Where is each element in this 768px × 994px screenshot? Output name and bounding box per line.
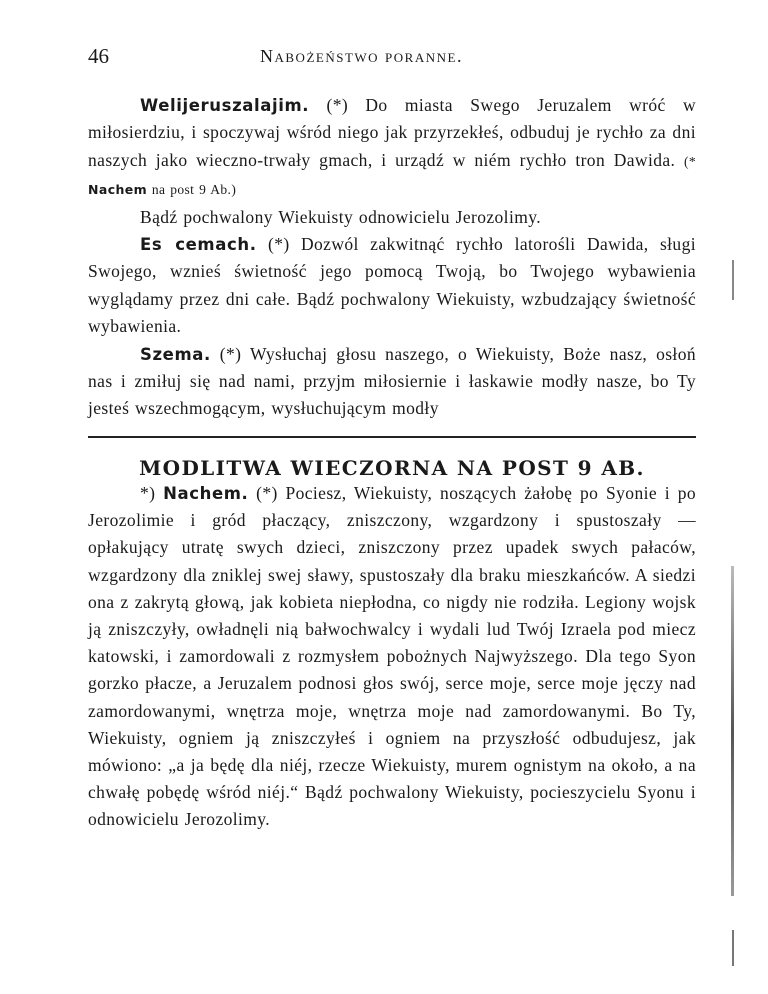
note-term: Nachem (88, 182, 148, 198)
prayer-term: Nachem. (163, 484, 249, 503)
prayer-text: (*) Wysłuchaj głosu naszego, o Wiekuisty, Boże nasz, osłoń nas i zmiłuj się nad nami, przyjm miłosiernie i łaskawie modły nasze, bo Ty jesteś wszechmogącym, wysłuchującym modły (88, 343, 696, 419)
evening-prayer-block (88, 480, 696, 834)
prayer-paragraph-blessing (88, 204, 696, 231)
note-prefix: (* (683, 153, 696, 169)
prayer-term: Szema. (140, 344, 211, 364)
page-edge-shadow (731, 566, 734, 896)
section-title: MODLITWA WIECZORNA NA POST 9 AB. (139, 456, 645, 480)
prayer-paragraph-nachem (88, 480, 696, 834)
prayer-text: (*) Do miasta Swego Jeruzalem wróć w miłosierdziu, i spoczywaj wśród niego jak przyrzekłeś, odbuduj je rychło za dni naszych jako wieczno-trwały gmach, i urządź w niém rychło tron Dawida. (88, 95, 696, 170)
footnote-marker: *) (140, 483, 164, 503)
page-edge-mark (732, 930, 734, 966)
page-header (88, 44, 696, 74)
section-divider (88, 436, 696, 438)
prayer-paragraph-szema (88, 341, 696, 423)
prayer-paragraph-es-cemach (88, 231, 696, 341)
page-number: 46 (88, 44, 109, 68)
prayer-term: Es cemach. (140, 235, 257, 255)
page-edge-mark (732, 260, 734, 300)
note-suffix: na post 9 Ab.) (147, 182, 237, 198)
prayer-term: Welijeruszalajim. (140, 96, 310, 115)
prayer-paragraph-welijeruszalajim (88, 92, 696, 204)
running-head: Nabożeństwo poranne. (260, 46, 463, 66)
prayer-text: Bądź pochwalony Wiekuisty odnowicielu Jerozolimy. (140, 206, 542, 227)
prayer-text: (*) Dozwól zakwitnąć rychło latorośli Dawida, sługi Swojego, wznieś świetność jego pomocą Twoją, bo Twojego wybawienia wyglądamy przez dni całe. Bądź pochwalony Wiekuisty, wzbudzający świetność wybawienia. (88, 234, 696, 337)
morning-prayers-block (88, 92, 696, 423)
prayer-text: (*) Pociesz, Wiekuisty, noszących żałobę po Syonie i po Jerozolimie i gród płaczący, zniszczony, wzgardzony i spustoszały — opłakujący utratę swych dzieci, zniszczony przez upadek swych pałaców, wzgardzony dla zniklej swej sławy, spustoszały dla braku mieszkańców. A siedzi ona z zakrytą głową, jak kobieta niepłodna, co nigdy nie rodziła. Legiony wojsk ją zniszczyły, owładnęli nią bałwochwalcy i wydali lud Twój Izraela pod miecz katowski, i zamordowali z rozmysłem pobożnych Najwyższego. Dla tego Syon gorzko płacze, a Jeruzalem podnosi głos swój, serce moje, serce moje jęczy nad zamordowanymi, wnętrza moje, wnętrza moje nad zamordowanymi. Bo Ty, Wiekuisty, ogniem ją zniszczyłeś i ogniem na przyszłość odbudujesz, jak mówiono: „a ja będę dla niéj, rzecze Wiekuisty, murem ognistym na około, a na chwałę pobędę wśród niéj.“ Bądź pochwalony Wiekuisty, pocieszycielu Syonu i odnowicielu Jerozolimy. (88, 483, 696, 830)
